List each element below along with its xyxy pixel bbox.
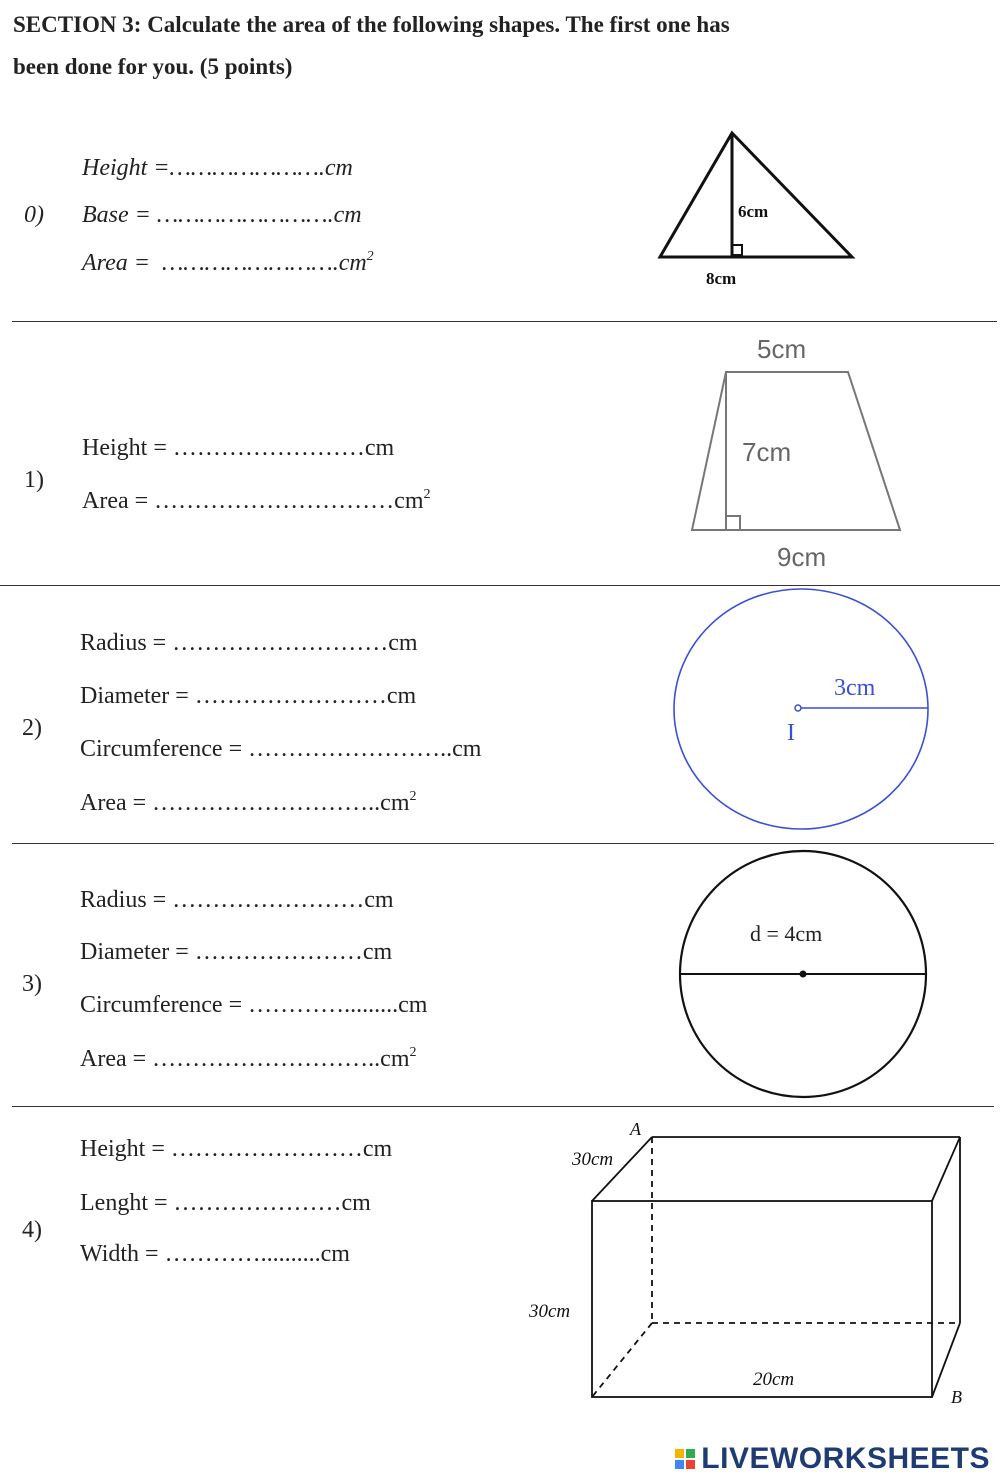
answer-label: Area = <box>80 790 147 816</box>
vertex-a-label: A <box>630 1119 641 1139</box>
answer-blank[interactable]: …………………… <box>170 1136 363 1162</box>
question-number-2: 2) <box>22 715 42 741</box>
answer-line-circumference-3[interactable] <box>80 992 427 1019</box>
answer-line-height-0[interactable] <box>82 155 353 182</box>
trapezoid-top-label: 5cm <box>757 334 807 364</box>
answer-unit: cm <box>380 1046 410 1072</box>
answer-blank[interactable]: ……………………….. <box>152 1046 381 1072</box>
answer-unit-exponent: 2 <box>366 249 374 264</box>
trapezoid-height-label: 7cm <box>742 437 792 467</box>
answer-blank[interactable]: …………………. <box>169 155 325 181</box>
answer-unit-exponent: 2 <box>423 487 431 502</box>
answer-unit-exponent: 2 <box>409 789 417 804</box>
logo-text: LIVEWORKSHEETS <box>701 1442 990 1475</box>
question-number-3: 3) <box>22 971 42 997</box>
answer-unit: cm <box>338 250 367 276</box>
center-label: I <box>787 720 795 746</box>
edge <box>932 1137 960 1201</box>
triangle-shape <box>660 133 852 257</box>
answer-blank[interactable]: ……………………… <box>172 630 389 656</box>
answer-unit: cm <box>324 155 353 181</box>
answer-label: Lenght = <box>80 1190 168 1216</box>
answer-label: Height = <box>80 1136 165 1162</box>
cuboid-depth-label: 30cm <box>572 1149 614 1170</box>
answer-line-height-4[interactable] <box>80 1136 392 1163</box>
answer-blank[interactable]: …………………… <box>172 887 365 913</box>
answer-unit: cm <box>398 992 428 1018</box>
answer-label: Area = <box>82 488 149 514</box>
answer-unit: cm <box>362 1136 393 1162</box>
liveworksheets-logo <box>675 1442 990 1476</box>
answer-blank[interactable]: …………………… <box>172 435 365 461</box>
question-number-1: 1) <box>24 467 44 493</box>
answer-label: Circumference = <box>80 992 243 1018</box>
answer-unit: cm <box>362 939 393 965</box>
heading-line-2: been done for you. (5 points) <box>13 54 293 79</box>
answer-label: Diameter = <box>80 939 189 965</box>
right-angle-mark <box>726 516 740 530</box>
answer-line-area-3[interactable] <box>80 1045 417 1073</box>
circle-diameter-figure <box>675 845 935 1100</box>
answer-label: Area = <box>80 1046 147 1072</box>
answer-unit: cm <box>394 488 424 514</box>
answer-blank[interactable]: ……………………….. <box>152 790 381 816</box>
answer-label: Diameter = <box>80 683 189 709</box>
answer-unit: cm <box>333 202 362 228</box>
answer-unit: cm <box>320 1241 350 1267</box>
answer-line-area-2[interactable] <box>80 789 417 817</box>
triangle-figure <box>640 125 870 295</box>
question-number-4: 4) <box>22 1217 42 1243</box>
answer-line-circumference-2[interactable] <box>80 736 481 763</box>
center-point <box>800 971 807 978</box>
divider <box>12 1106 994 1107</box>
answer-blank[interactable]: ………………………… <box>154 488 395 514</box>
vertex-b-label: B <box>951 1387 962 1407</box>
divider <box>0 585 1000 586</box>
hidden-edge <box>592 1323 652 1397</box>
answer-line-diameter-3[interactable] <box>80 939 392 966</box>
cuboid-figure <box>520 1115 980 1415</box>
answer-label: Radius = <box>80 887 167 913</box>
edge <box>932 1323 960 1397</box>
question-number-0: 0) <box>24 202 44 228</box>
diameter-label: d = 4cm <box>750 921 823 946</box>
answer-label: Height = <box>82 435 167 461</box>
radius-label: 3cm <box>834 675 876 701</box>
triangle-base-label: 8cm <box>706 269 737 288</box>
answer-unit: cm <box>386 683 417 709</box>
answer-label: Radius = <box>80 630 167 656</box>
triangle-height-label: 6cm <box>738 202 769 221</box>
answer-unit: cm <box>380 790 410 816</box>
answer-blank[interactable]: …………………….. <box>248 736 453 762</box>
cuboid-height-label: 30cm <box>529 1301 571 1322</box>
answer-label: Circumference = <box>80 736 243 762</box>
answer-line-height-1[interactable] <box>82 435 394 462</box>
answer-blank[interactable]: …………………… <box>194 683 387 709</box>
answer-blank[interactable]: ……………………. <box>161 250 339 276</box>
answer-label: Width = <box>80 1241 159 1267</box>
cuboid-width-label: 20cm <box>753 1369 795 1390</box>
center-point <box>795 705 801 711</box>
answer-line-length-4[interactable] <box>80 1190 371 1217</box>
answer-blank[interactable]: ………………… <box>194 939 363 965</box>
answer-label: Area = <box>82 250 150 276</box>
divider <box>12 843 994 844</box>
answer-blank[interactable]: ……………………. <box>156 202 334 228</box>
front-face <box>592 1201 932 1397</box>
circle-radius-figure <box>670 590 940 840</box>
logo-icon <box>675 1449 695 1469</box>
answer-unit: cm <box>452 736 482 762</box>
answer-unit: cm <box>364 887 394 913</box>
answer-line-base-0[interactable] <box>82 202 362 229</box>
answer-line-area-0[interactable] <box>82 249 374 277</box>
answer-unit-exponent: 2 <box>409 1045 417 1060</box>
answer-line-diameter-2[interactable] <box>80 683 416 710</box>
section-heading <box>13 4 913 88</box>
heading-line-1: SECTION 3: Calculate the area of the following shapes. The first one has <box>13 12 730 37</box>
answer-unit: cm <box>341 1190 371 1216</box>
answer-unit: cm <box>364 435 395 461</box>
trapezoid-figure <box>680 330 920 580</box>
answer-line-radius-2[interactable] <box>80 630 418 657</box>
answer-line-width-4[interactable] <box>80 1241 350 1268</box>
answer-blank[interactable]: ………………… <box>173 1190 342 1216</box>
answer-blank[interactable]: …………......... <box>248 992 399 1018</box>
answer-line-area-1[interactable] <box>82 487 431 515</box>
answer-unit: cm <box>388 630 418 656</box>
answer-label: Height = <box>82 155 170 181</box>
trapezoid-bottom-label: 9cm <box>777 542 827 572</box>
answer-label: Base = <box>82 202 151 228</box>
trapezoid-shape <box>692 372 900 530</box>
answer-line-radius-3[interactable] <box>80 887 394 914</box>
divider <box>12 321 997 322</box>
answer-blank[interactable]: ………….......... <box>164 1241 321 1267</box>
